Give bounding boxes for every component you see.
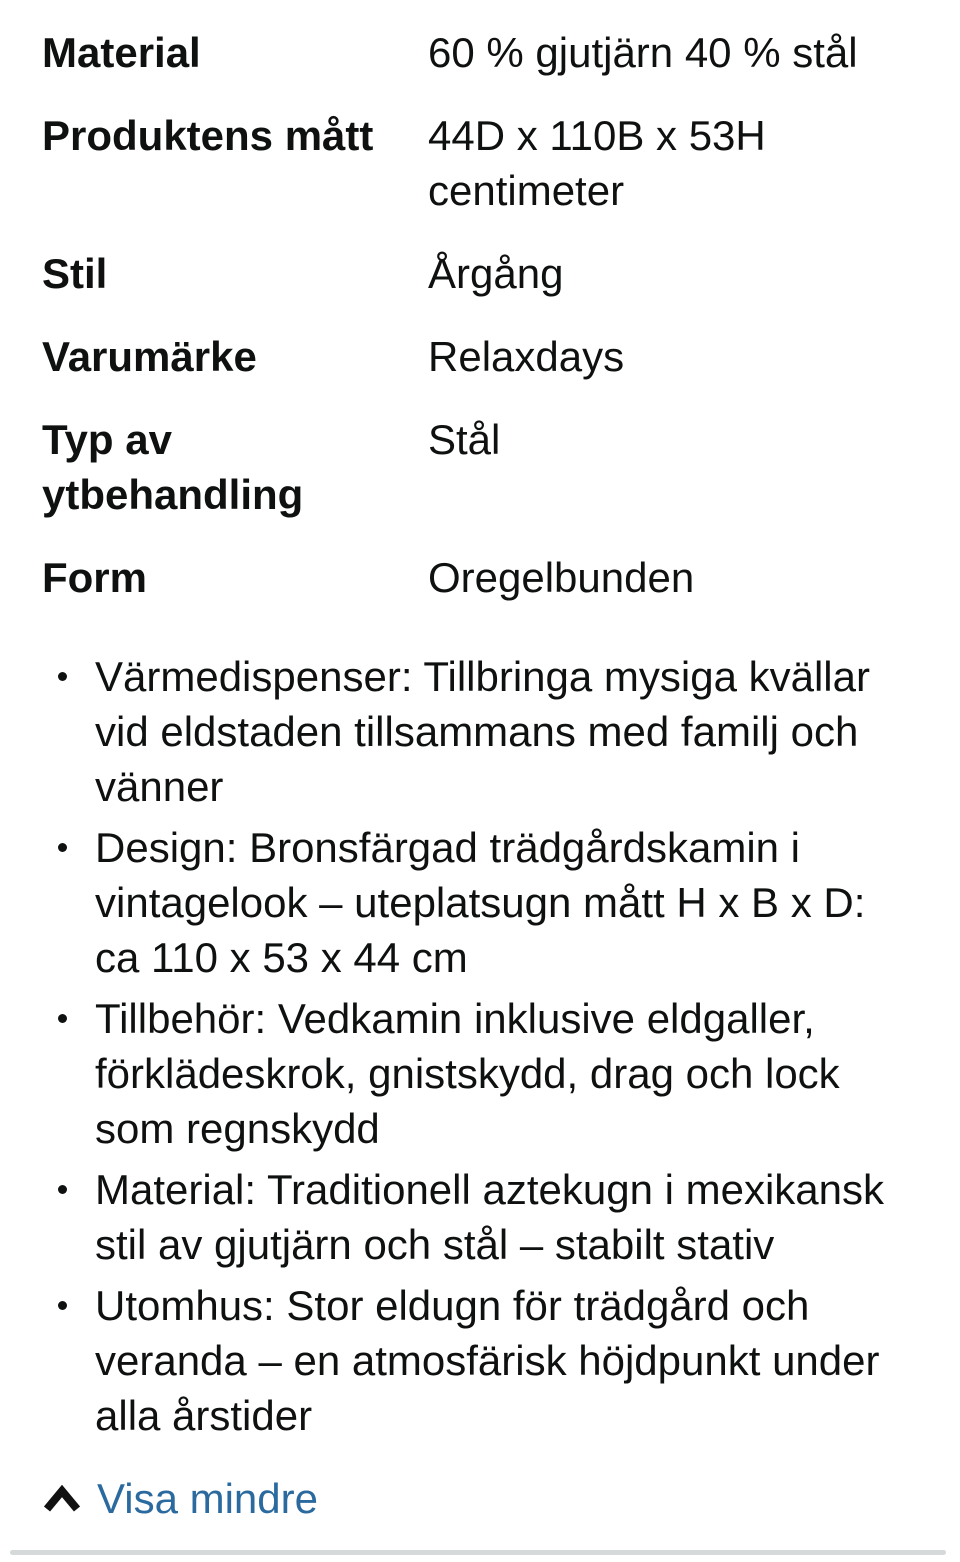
chevron-up-icon <box>42 1485 82 1514</box>
list-item <box>42 1278 960 1443</box>
spec-label: Varumärke <box>42 333 257 380</box>
spec-value: Årgång <box>428 250 564 297</box>
bullet-dot <box>58 843 67 852</box>
feature-bullet-list <box>42 649 960 1443</box>
list-item <box>42 649 960 814</box>
bullet-text: Tillbehör: Vedkamin inklusive eldgaller, förklädeskrok, gnistskydd, drag och lock som regnskydd <box>95 995 840 1152</box>
spec-row-finish-type <box>42 412 960 522</box>
spec-row-shape <box>42 550 960 605</box>
bullet-text: Utomhus: Stor eldugn för trädgård och veranda – en atmosfärisk höjdpunkt under alla årstider <box>95 1282 880 1439</box>
bullet-dot <box>58 672 67 681</box>
spec-label: Produktens mått <box>42 112 374 159</box>
spec-label: Form <box>42 554 147 601</box>
spec-value: 44D x 110B x 53H centimeter <box>428 112 766 214</box>
bullet-dot <box>58 1301 67 1310</box>
bullet-text: Design: Bronsfärgad trädgårdskamin i vintagelook – uteplatsugn mått H x B x D: ca 110 x 53 x 44 cm <box>95 824 866 981</box>
bullet-dot <box>58 1185 67 1194</box>
spec-value: Stål <box>428 416 501 463</box>
list-item <box>42 820 960 985</box>
show-less-label: Visa mindre <box>97 1475 318 1522</box>
bullet-dot <box>58 1014 67 1023</box>
section-divider <box>10 1550 946 1555</box>
spec-row-style <box>42 246 960 301</box>
spec-table <box>42 25 960 605</box>
spec-value: 60 % gjutjärn 40 % stål <box>428 29 858 76</box>
bullet-text: Värmedispenser: Tillbringa mysiga kvällar vid eldstaden tillsammans med familj och vänner <box>95 653 870 810</box>
bullet-text: Material: Traditionell aztekugn i mexikansk stil av gjutjärn och stål – stabilt stativ <box>95 1166 885 1268</box>
spec-value: Oregelbunden <box>428 554 695 601</box>
spec-label: Material <box>42 29 201 76</box>
spec-label: Stil <box>42 250 108 297</box>
spec-row-brand <box>42 329 960 384</box>
show-less-link[interactable] <box>42 1471 318 1526</box>
list-item <box>42 991 960 1156</box>
spec-row-dimensions <box>42 108 960 218</box>
spec-value: Relaxdays <box>428 333 625 380</box>
list-item <box>42 1162 960 1272</box>
spec-row-material <box>42 25 960 80</box>
spec-label: Typ av ytbehandling <box>42 416 304 518</box>
